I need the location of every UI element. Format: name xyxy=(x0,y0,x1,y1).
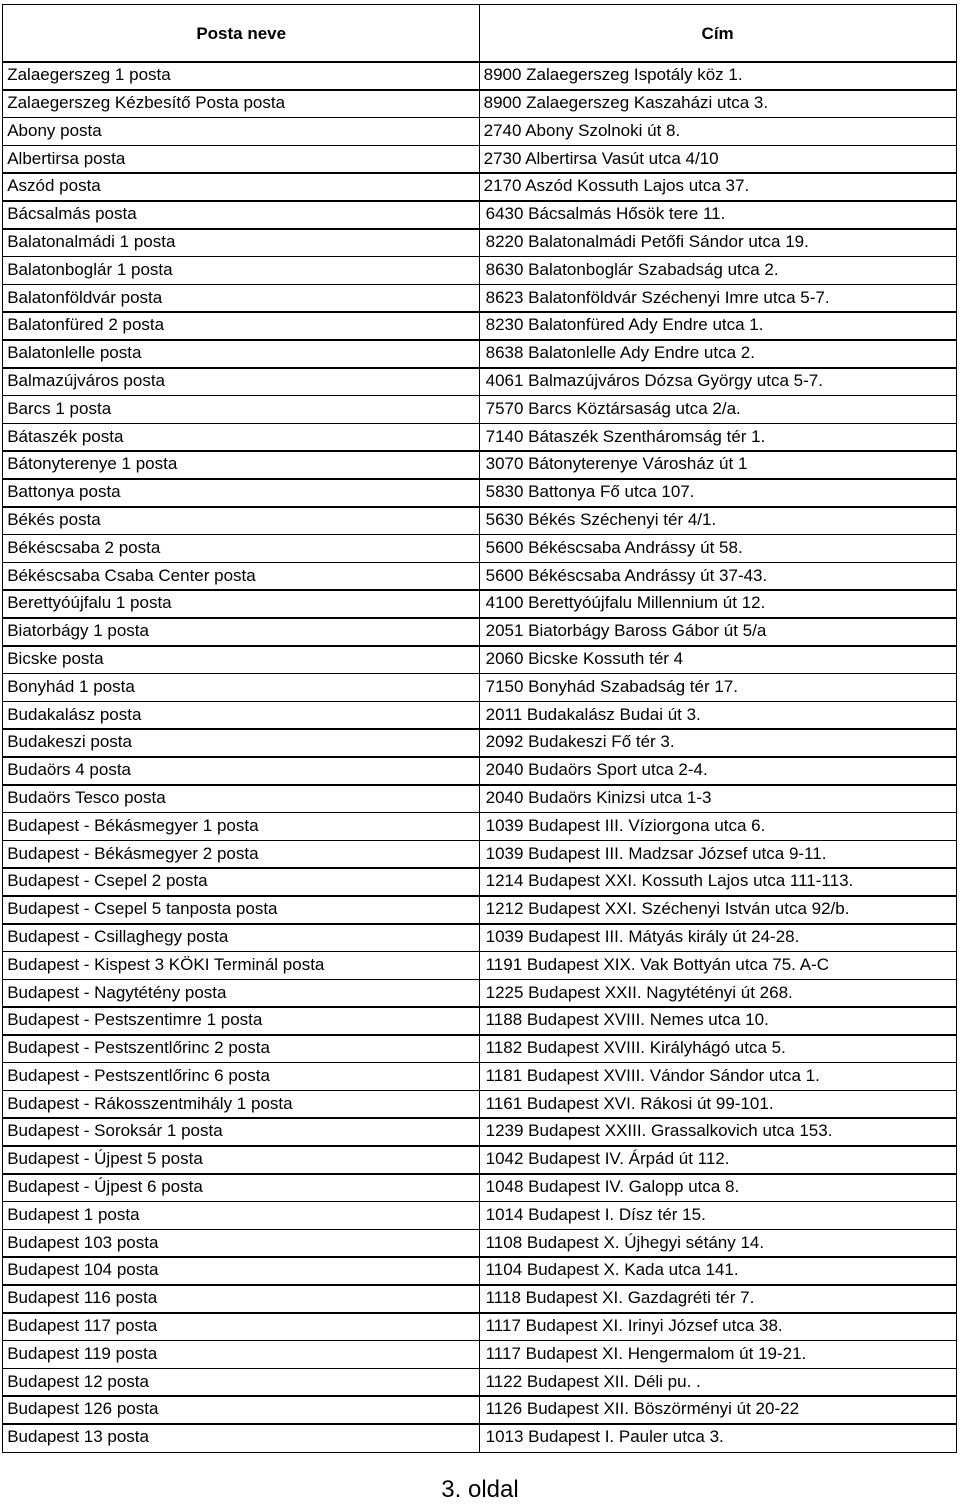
post-office-address: 1039 Budapest III. Madzsar József utca 9-11. xyxy=(479,840,957,869)
post-office-name: Bátaszék posta xyxy=(2,423,480,452)
table-row xyxy=(3,840,957,868)
post-office-address: 4061 Balmazújváros Dózsa György utca 5-7. xyxy=(479,367,957,396)
table-row xyxy=(3,924,957,952)
table-row xyxy=(3,868,957,896)
post-office-name: Budapest 104 posta xyxy=(2,1256,480,1285)
post-office-name: Békéscsaba Csaba Center posta xyxy=(2,562,480,591)
post-office-name: Budapest 1 posta xyxy=(2,1201,480,1230)
post-office-name: Budapest - Kispest 3 KÖKI Terminál posta xyxy=(2,951,480,980)
post-office-address: 1039 Budapest III. Mátyás király út 24-28. xyxy=(479,923,957,952)
table-row xyxy=(3,145,957,173)
table-row xyxy=(3,62,957,90)
post-office-name: Budaörs Tesco posta xyxy=(2,784,480,813)
post-office-name: Bicske posta xyxy=(2,645,480,674)
column-header-name: Posta neve xyxy=(2,4,480,63)
post-office-address: 1104 Budapest X. Kada utca 141. xyxy=(479,1256,957,1285)
post-office-name: Budapest - Csepel 5 tanposta posta xyxy=(2,895,480,924)
table-row xyxy=(3,340,957,368)
table-row xyxy=(3,618,957,646)
post-office-address: 7150 Bonyhád Szabadság tér 17. xyxy=(479,673,957,702)
post-office-name: Albertirsa posta xyxy=(2,145,480,174)
post-office-name: Balmazújváros posta xyxy=(2,367,480,396)
table-row xyxy=(3,229,957,257)
table-row xyxy=(3,451,957,479)
post-office-address: 8230 Balatonfüred Ady Endre utca 1. xyxy=(479,311,957,340)
post-office-address: 1161 Budapest XVI. Rákosi út 99-101. xyxy=(479,1090,957,1119)
post-office-name: Budapest - Pestszentlőrinc 6 posta xyxy=(2,1062,480,1091)
post-office-address: 7570 Barcs Köztársaság utca 2/a. xyxy=(479,395,957,424)
table-body xyxy=(3,62,957,1452)
post-office-address: 1117 Budapest XI. Hengermalom út 19-21. xyxy=(479,1340,957,1369)
table-row xyxy=(3,368,957,396)
post-office-name: Budapest - Rákosszentmihály 1 posta xyxy=(2,1090,480,1119)
table-row xyxy=(3,646,957,674)
table-row xyxy=(3,1257,957,1285)
table-row xyxy=(3,173,957,201)
table-row xyxy=(3,1396,957,1424)
table-row xyxy=(3,1174,957,1202)
post-office-address: 2740 Abony Szolnoki út 8. xyxy=(479,117,957,146)
post-office-address: 2060 Bicske Kossuth tér 4 xyxy=(479,645,957,674)
table-header-row xyxy=(3,5,957,62)
post-office-name: Békés posta xyxy=(2,506,480,535)
post-office-address: 1225 Budapest XXII. Nagytétényi út 268. xyxy=(479,979,957,1008)
table-row xyxy=(3,896,957,924)
post-office-name: Budapest 119 posta xyxy=(2,1340,480,1369)
table-row xyxy=(3,479,957,507)
post-office-name: Balatonföldvár posta xyxy=(2,284,480,313)
post-office-name: Budapest - Soroksár 1 posta xyxy=(2,1117,480,1146)
post-office-name: Budapest 117 posta xyxy=(2,1312,480,1341)
post-office-name: Budapest - Békásmegyer 1 posta xyxy=(2,812,480,841)
post-office-address: 4100 Berettyóújfalu Millennium út 12. xyxy=(479,589,957,618)
post-office-address: 1191 Budapest XIX. Vak Bottyán utca 75. A-C xyxy=(479,951,957,980)
table-row xyxy=(3,1146,957,1174)
post-office-address: 2730 Albertirsa Vasút utca 4/10 xyxy=(479,145,957,174)
post-office-name: Budapest - Csillaghegy posta xyxy=(2,923,480,952)
table-row xyxy=(3,785,957,813)
table-row xyxy=(3,813,957,841)
post-office-address: 2051 Biatorbágy Baross Gábor út 5/a xyxy=(479,617,957,646)
post-office-address: 6430 Bácsalmás Hősök tere 11. xyxy=(479,200,957,229)
table-row xyxy=(3,423,957,451)
post-office-address: 2040 Budaörs Kinizsi utca 1-3 xyxy=(479,784,957,813)
post-office-address: 1188 Budapest XVIII. Nemes utca 10. xyxy=(479,1006,957,1035)
post-office-name: Balatonboglár 1 posta xyxy=(2,256,480,285)
page-number: 3. oldal xyxy=(441,1476,519,1503)
post-office-address: 8623 Balatonföldvár Széchenyi Imre utca 5-7. xyxy=(479,284,957,313)
post-office-address: 1126 Budapest XII. Böszörményi út 20-22 xyxy=(479,1395,957,1424)
post-office-name: Budapest 126 posta xyxy=(2,1395,480,1424)
post-office-name: Barcs 1 posta xyxy=(2,395,480,424)
table-row xyxy=(3,1118,957,1146)
post-office-address: 1239 Budapest XXIII. Grassalkovich utca 153. xyxy=(479,1117,957,1146)
post-office-address: 1118 Budapest XI. Gazdagréti tér 7. xyxy=(479,1284,957,1313)
post-office-address: 1013 Budapest I. Pauler utca 3. xyxy=(479,1423,957,1452)
table-row xyxy=(3,1229,957,1257)
table-row xyxy=(3,562,957,590)
table-row xyxy=(3,1090,957,1118)
post-office-name: Aszód posta xyxy=(2,172,480,201)
post-office-name: Zalaegerszeg 1 posta xyxy=(2,61,480,90)
post-office-address: 1117 Budapest XI. Irinyi József utca 38. xyxy=(479,1312,957,1341)
post-office-name: Zalaegerszeg Kézbesítő Posta posta xyxy=(2,89,480,118)
post-office-name: Budapest 116 posta xyxy=(2,1284,480,1313)
post-office-name: Békéscsaba 2 posta xyxy=(2,534,480,563)
post-office-address: 1212 Budapest XXI. Széchenyi István utca 92/b. xyxy=(479,895,957,924)
table-row xyxy=(3,257,957,285)
post-office-address: 8638 Balatonlelle Ady Endre utca 2. xyxy=(479,339,957,368)
post-office-address: 1182 Budapest XVIII. Királyhágó utca 5. xyxy=(479,1034,957,1063)
post-office-name: Budapest 103 posta xyxy=(2,1229,480,1258)
post-office-name: Balatonlelle posta xyxy=(2,339,480,368)
post-office-name: Budaörs 4 posta xyxy=(2,756,480,785)
table-row xyxy=(3,1063,957,1091)
table-row xyxy=(3,90,957,118)
post-office-name: Bonyhád 1 posta xyxy=(2,673,480,702)
column-header-address: Cím xyxy=(479,4,957,63)
post-office-name: Bátonyterenye 1 posta xyxy=(2,450,480,479)
table-row xyxy=(3,535,957,563)
post-office-name: Battonya posta xyxy=(2,478,480,507)
post-office-name: Biatorbágy 1 posta xyxy=(2,617,480,646)
table-row xyxy=(3,979,957,1007)
post-office-address: 5600 Békéscsaba Andrássy út 37-43. xyxy=(479,562,957,591)
post-office-address: 5630 Békés Széchenyi tér 4/1. xyxy=(479,506,957,535)
table-row xyxy=(3,1035,957,1063)
post-office-address: 1122 Budapest XII. Déli pu. . xyxy=(479,1368,957,1397)
table-row xyxy=(3,729,957,757)
post-office-name: Budapest - Újpest 6 posta xyxy=(2,1173,480,1202)
table-row xyxy=(3,507,957,535)
post-office-address: 8220 Balatonalmádi Petőfi Sándor utca 19. xyxy=(479,228,957,257)
post-office-address: 1014 Budapest I. Dísz tér 15. xyxy=(479,1201,957,1230)
post-office-address: 5830 Battonya Fő utca 107. xyxy=(479,478,957,507)
post-office-address: 8630 Balatonboglár Szabadság utca 2. xyxy=(479,256,957,285)
post-office-name: Bácsalmás posta xyxy=(2,200,480,229)
post-office-name: Budapest - Csepel 2 posta xyxy=(2,867,480,896)
post-office-table xyxy=(3,5,957,1452)
table-row xyxy=(3,118,957,146)
post-office-name: Budapest 12 posta xyxy=(2,1368,480,1397)
table-row xyxy=(3,952,957,980)
post-office-name: Budapest 13 posta xyxy=(2,1423,480,1452)
post-office-address: 2092 Budakeszi Fő tér 3. xyxy=(479,728,957,757)
table-row xyxy=(3,284,957,312)
post-office-name: Budapest - Újpest 5 posta xyxy=(2,1145,480,1174)
post-office-address: 1039 Budapest III. Víziorgona utca 6. xyxy=(479,812,957,841)
table-row xyxy=(3,312,957,340)
table-row xyxy=(3,1007,957,1035)
table-row xyxy=(3,396,957,424)
post-office-name: Balatonalmádi 1 posta xyxy=(2,228,480,257)
table-row xyxy=(3,201,957,229)
post-office-name: Budapest - Békásmegyer 2 posta xyxy=(2,840,480,869)
post-office-address: 1042 Budapest IV. Árpád út 112. xyxy=(479,1145,957,1174)
post-office-name: Budakalász posta xyxy=(2,701,480,730)
table-row xyxy=(3,1424,957,1452)
table-row xyxy=(3,1285,957,1313)
post-office-name: Balatonfüred 2 posta xyxy=(2,311,480,340)
post-office-address: 2040 Budaörs Sport utca 2-4. xyxy=(479,756,957,785)
post-office-name: Budapest - Nagytétény posta xyxy=(2,979,480,1008)
post-office-name: Budapest - Pestszentlőrinc 2 posta xyxy=(2,1034,480,1063)
post-office-name: Berettyóújfalu 1 posta xyxy=(2,589,480,618)
post-office-address: 2011 Budakalász Budai út 3. xyxy=(479,701,957,730)
post-office-address: 7140 Bátaszék Szentháromság tér 1. xyxy=(479,423,957,452)
post-office-address: 2170 Aszód Kossuth Lajos utca 37. xyxy=(479,172,957,201)
table-row xyxy=(3,590,957,618)
table-row xyxy=(3,757,957,785)
table-row xyxy=(3,674,957,702)
post-office-address: 1181 Budapest XVIII. Vándor Sándor utca 1. xyxy=(479,1062,957,1091)
post-office-address: 3070 Bátonyterenye Városház út 1 xyxy=(479,450,957,479)
table-row xyxy=(3,1341,957,1369)
post-office-address: 1048 Budapest IV. Galopp utca 8. xyxy=(479,1173,957,1202)
table-row xyxy=(3,1313,957,1341)
post-office-name: Budapest - Pestszentimre 1 posta xyxy=(2,1006,480,1035)
table-row xyxy=(3,701,957,729)
post-office-name: Budakeszi posta xyxy=(2,728,480,757)
post-office-address: 1214 Budapest XXI. Kossuth Lajos utca 111-113. xyxy=(479,867,957,896)
post-office-address: 1108 Budapest X. Újhegyi sétány 14. xyxy=(479,1229,957,1258)
post-office-name: Abony posta xyxy=(2,117,480,146)
post-office-address: 5600 Békéscsaba Andrássy út 58. xyxy=(479,534,957,563)
post-office-address: 8900 Zalaegerszeg Ispotály köz 1. xyxy=(479,61,957,90)
table-row xyxy=(3,1202,957,1230)
table-row xyxy=(3,1368,957,1396)
post-office-address: 8900 Zalaegerszeg Kaszaházi utca 3. xyxy=(479,89,957,118)
